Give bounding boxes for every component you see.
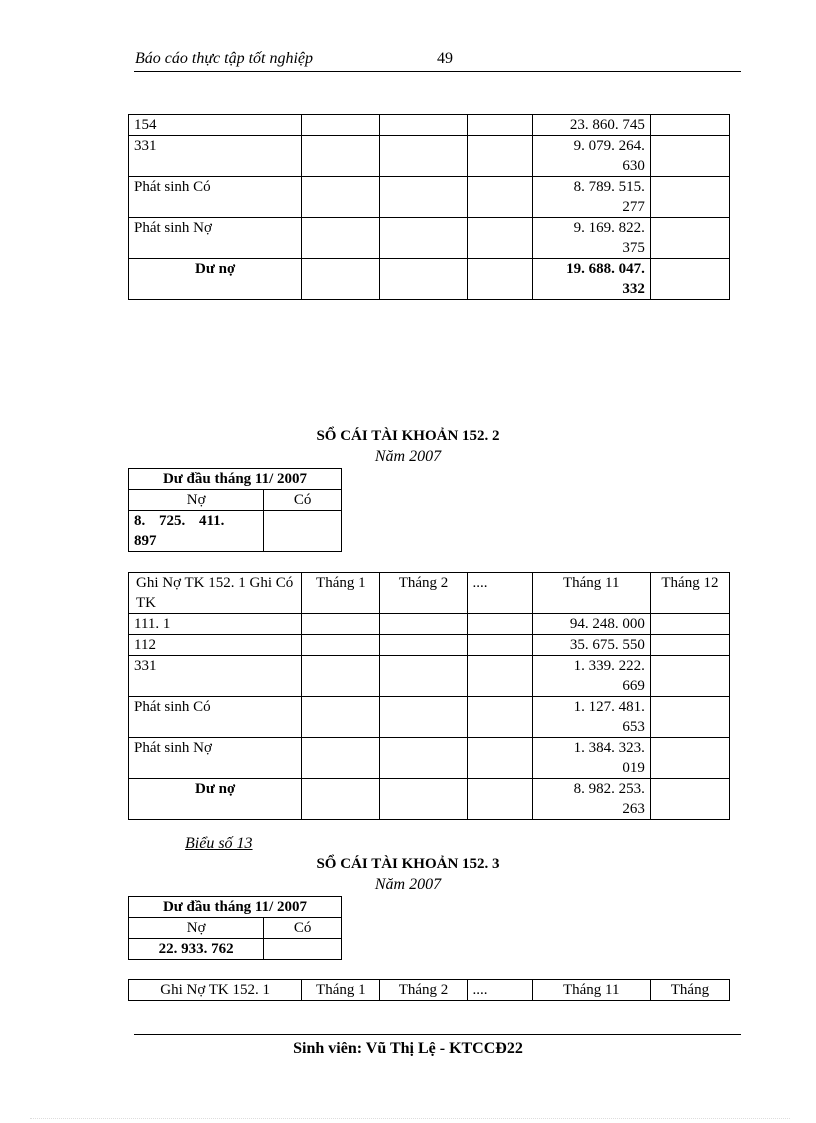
row-label: Phát sinh Nợ bbox=[129, 738, 302, 779]
table-header-row bbox=[129, 573, 730, 614]
column-month-1: Tháng 1 bbox=[302, 573, 380, 614]
ledger-year: Năm 2007 bbox=[374, 876, 442, 893]
opening-balance-title: Dư đầu tháng 11/ 2007 bbox=[129, 469, 342, 490]
header-rule bbox=[134, 71, 741, 72]
table-row bbox=[129, 635, 730, 656]
table-row bbox=[129, 779, 730, 820]
row-value-month-11: 19. 688. 047. 332 bbox=[532, 259, 650, 300]
column-month-2: Tháng 2 bbox=[380, 980, 467, 1001]
table-row bbox=[129, 136, 730, 177]
table-row bbox=[129, 218, 730, 259]
row-label: Phát sinh Nợ bbox=[129, 218, 302, 259]
ledger-title: SỔ CÁI TÀI KHOẢN 152. 3 bbox=[316, 856, 500, 872]
column-month-11: Tháng 11 bbox=[532, 980, 650, 1001]
row-label: 111. 1 bbox=[129, 614, 302, 635]
table-header-row bbox=[129, 980, 730, 1001]
credit-header: Có bbox=[264, 490, 342, 511]
row-value-month-11: 9. 079. 264. 630 bbox=[532, 136, 650, 177]
debit-value: 8. 725. 411. 897 bbox=[129, 511, 264, 552]
column-ellipsis: .... bbox=[467, 573, 532, 614]
report-title: Báo cáo thực tập tốt nghiệp bbox=[135, 50, 314, 67]
opening-balance-table bbox=[128, 896, 342, 960]
footer-rule bbox=[134, 1034, 741, 1035]
column-month-12: Tháng 12 bbox=[650, 573, 729, 614]
row-label: 331 bbox=[129, 656, 302, 697]
page-number: 49 bbox=[437, 50, 453, 67]
debit-header: Nợ bbox=[129, 490, 264, 511]
column-month-11: Tháng 11 bbox=[532, 573, 650, 614]
row-label: Phát sinh Có bbox=[129, 177, 302, 218]
table-row bbox=[129, 656, 730, 697]
table-row bbox=[129, 614, 730, 635]
row-value-month-11: 1. 339. 222. 669 bbox=[532, 656, 650, 697]
row-label: 331 bbox=[129, 136, 302, 177]
column-month-1: Tháng 1 bbox=[302, 980, 380, 1001]
page-edge bbox=[30, 1118, 790, 1119]
debit-header: Nợ bbox=[129, 918, 264, 939]
row-label: 112 bbox=[129, 635, 302, 656]
column-month-12: Tháng bbox=[650, 980, 729, 1001]
table-row bbox=[129, 177, 730, 218]
row-value-month-11: 23. 860. 745 bbox=[532, 115, 650, 136]
column-account: Ghi Nợ TK 152. 1 bbox=[129, 980, 302, 1001]
table-row bbox=[129, 697, 730, 738]
column-account: Ghi Nợ TK 152. 1 Ghi Có TK bbox=[129, 573, 302, 614]
ledger-table bbox=[128, 979, 730, 1001]
table-row bbox=[129, 259, 730, 300]
ledger-table bbox=[128, 572, 730, 820]
credit-value bbox=[264, 511, 342, 552]
row-label: Dư nợ bbox=[129, 259, 302, 300]
row-value-month-11: 94. 248. 000 bbox=[532, 614, 650, 635]
row-label: 154 bbox=[129, 115, 302, 136]
row-value-month-11: 8. 982. 253. 263 bbox=[532, 779, 650, 820]
ledger-title: SỔ CÁI TÀI KHOẢN 152. 2 bbox=[316, 428, 500, 444]
debit-value: 22. 933. 762 bbox=[129, 939, 264, 960]
row-label: Phát sinh Có bbox=[129, 697, 302, 738]
opening-balance-title: Dư đầu tháng 11/ 2007 bbox=[129, 897, 342, 918]
row-value-month-11: 1. 384. 323. 019 bbox=[532, 738, 650, 779]
column-month-2: Tháng 2 bbox=[380, 573, 467, 614]
credit-header: Có bbox=[264, 918, 342, 939]
row-value-month-11: 9. 169. 822. 375 bbox=[532, 218, 650, 259]
row-value-month-11: 1. 127. 481. 653 bbox=[532, 697, 650, 738]
figure-caption: Biểu số 13 bbox=[185, 835, 253, 852]
table-row bbox=[129, 115, 730, 136]
footer-student: Sinh viên: Vũ Thị Lệ - KTCCĐ22 bbox=[293, 1040, 523, 1057]
table-row bbox=[129, 738, 730, 779]
column-ellipsis: .... bbox=[467, 980, 532, 1001]
opening-balance-table bbox=[128, 468, 342, 552]
ledger-year: Năm 2007 bbox=[374, 448, 442, 465]
row-value-month-11: 35. 675. 550 bbox=[532, 635, 650, 656]
row-value-month-11: 8. 789. 515. 277 bbox=[532, 177, 650, 218]
credit-value bbox=[264, 939, 342, 960]
top-ledger-table bbox=[128, 114, 730, 300]
row-label: Dư nợ bbox=[129, 779, 302, 820]
